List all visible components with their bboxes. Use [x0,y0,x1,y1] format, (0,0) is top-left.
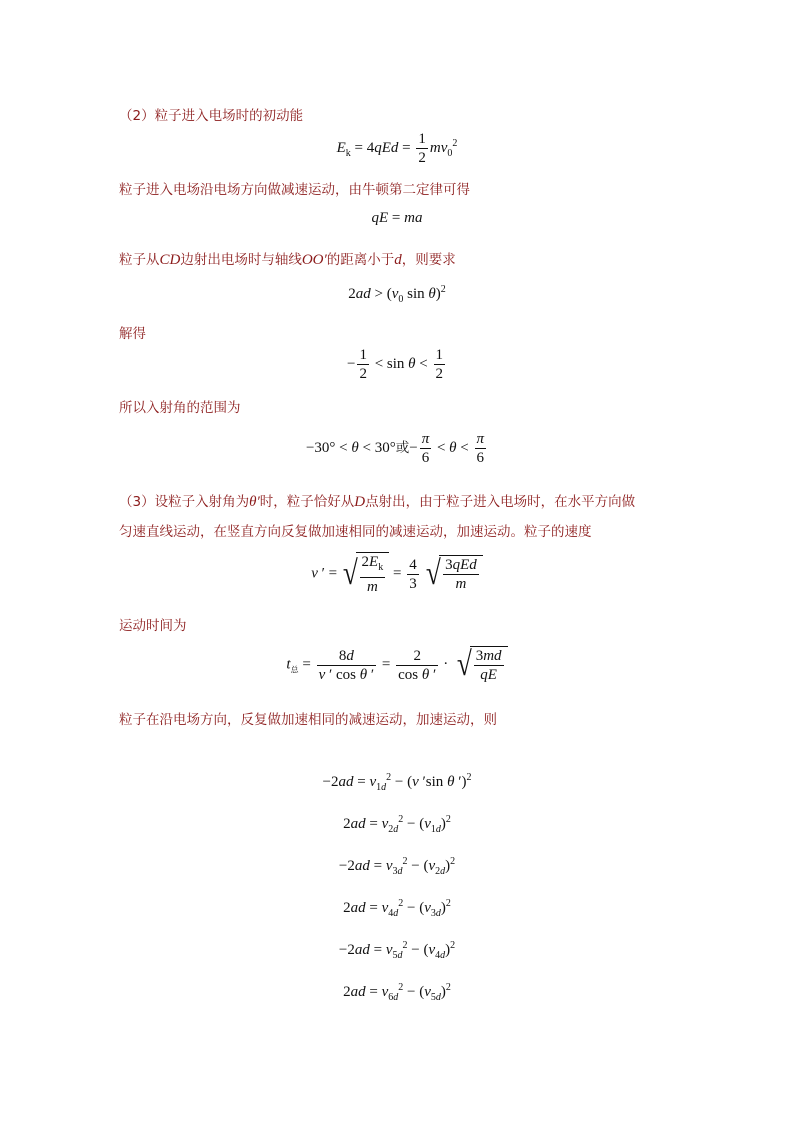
text-time: 运动时间为 [119,618,187,634]
symbol-d: d [394,252,402,268]
equation-time: $t_总$ = $\frac{8d}{\text{v ′ cos θ ′}}$ = $\frac{2}{\text{cos θ ′}}$ · √ $\frac{3md}{qE}$ [0,646,794,684]
subscript-total: 总 [290,665,299,675]
symbol-oo: OO′ [301,252,327,268]
text-solve: 解得 [119,326,146,342]
equation-inequality: $2ad > (v_0$ sin θ)$^2$ [348,284,446,305]
part3-line2: 匀速直线运动，在竖直方向反复做加速相同的减速运动，加速运动。粒子的速度 [119,524,592,540]
text-cd-condition: 粒子从CD边射出电场时与轴线OO′的距离小于d，则要求 [119,252,456,268]
text-repeat: 粒子在沿电场方向，反复做加速相同的减速运动，加速运动，则 [119,712,497,728]
text-angle-range: 所以入射角的范围为 [119,400,241,416]
symbol-D: D [354,494,366,510]
equation-step-5: $-2ad = v_{5d}^2 - (v_{4d})^2$ [338,940,456,961]
equation-step-1: $-2ad = v_{1d}^2 - (v$ ′sin θ ′)$^2$ [322,772,472,793]
part2-intro: （2）粒子进入电场时的初动能 [119,108,304,124]
equation-step-2: $2ad = v_{2d}^2 - (v_{1d})^2$ [343,814,451,835]
equation-step-4: $2ad = v_{4d}^2 - (v_{3d})^2$ [343,898,451,919]
text-deceleration: 粒子进入电场沿电场方向做减速运动，由牛顿第二定律可得 [119,182,470,198]
equation-newton: qE = ma [371,210,423,226]
part3-line1: （3）设粒子入射角为θ′时，粒子恰好从D点射出，由于粒子进入电场时，在水平方向做 [119,494,636,510]
equation-angle-range: −30° < θ < 30°或− $\frac{\pi}{6}$ < θ < $\frac{\pi}{6}$ [305,431,485,466]
equation-sin-range: − $\frac{1}{2}$ < sin θ < $\frac{1}{2}$ [346,347,444,382]
equation-kinetic-energy: $E_k = 4qEd$ = $\frac{1}{2}$ $mv_0^2$ [336,131,458,166]
equation-step-3: $-2ad = v_{3d}^2 - (v_{2d})^2$ [338,856,456,877]
symbol-cd: CD [159,252,181,268]
symbol-theta-prime: θ′ [249,494,260,510]
equation-velocity: v ′ = √ $\frac{2E_k}{m}$ = $\frac{4}{3}$ √ $\frac{\text{3qEd}}{m}$ [0,552,794,596]
equation-step-6: $2ad = v_{6d}^2 - (v_{5d})^2$ [343,982,451,1003]
